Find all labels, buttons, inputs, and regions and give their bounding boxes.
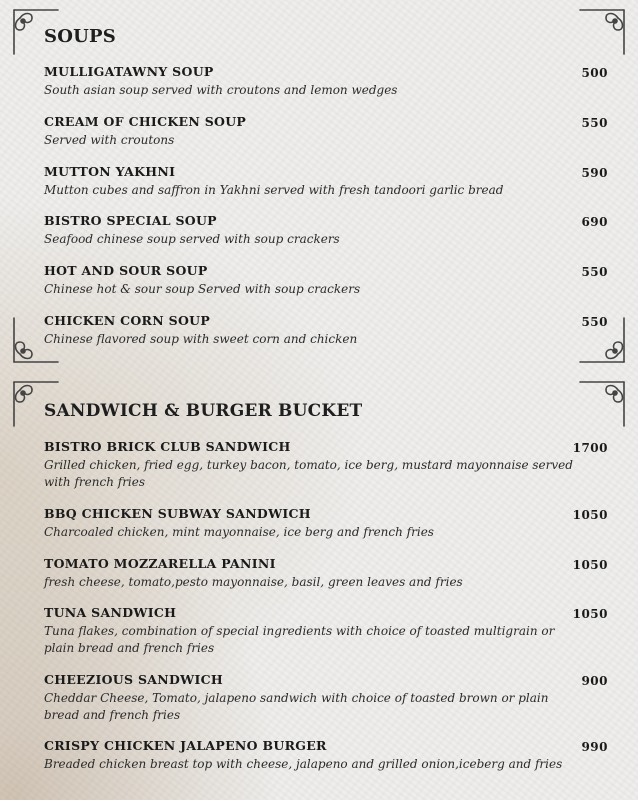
item-name: MUTTON YAKHNI xyxy=(44,164,176,179)
corner-ornament-icon xyxy=(574,4,630,60)
menu-item xyxy=(44,114,608,149)
item-price: 590 xyxy=(581,166,608,180)
item-name: CHICKEN CORN SOUP xyxy=(44,313,211,328)
item-price: 1050 xyxy=(572,558,608,572)
corner-ornament-icon xyxy=(574,376,630,432)
item-price: 990 xyxy=(581,740,608,754)
item-price: 1050 xyxy=(572,607,608,621)
item-price: 550 xyxy=(581,116,608,130)
item-name: CHEEZIOUS SANDWICH xyxy=(44,672,223,687)
section-title-soups: SOUPS xyxy=(44,26,116,47)
item-description: Chinese hot & sour soup Served with soup crackers xyxy=(44,282,361,296)
item-description: Mutton cubes and saffron in Yakhni served with fresh tandoori garlic bread xyxy=(44,183,504,197)
item-name: HOT AND SOUR SOUP xyxy=(44,263,208,278)
item-name: BBQ CHICKEN SUBWAY SANDWICH xyxy=(44,506,311,521)
item-description: fresh cheese, tomato,pesto mayonnaise, basil, green leaves and fries xyxy=(44,575,463,589)
menu-item xyxy=(44,439,608,491)
item-description: Charcoaled chicken, mint mayonnaise, ice berg and french fries xyxy=(44,525,434,539)
item-price: 900 xyxy=(581,674,608,688)
menu-item xyxy=(44,738,608,773)
item-name: TOMATO MOZZARELLA PANINI xyxy=(44,556,276,571)
menu-item xyxy=(44,164,608,199)
item-name: BISTRO BRICK CLUB SANDWICH xyxy=(44,439,291,454)
item-name: CRISPY CHICKEN JALAPENO BURGER xyxy=(44,738,327,753)
item-name: TUNA SANDWICH xyxy=(44,605,177,620)
item-name: CREAM OF CHICKEN SOUP xyxy=(44,114,247,129)
item-price: 550 xyxy=(581,265,608,279)
item-price: 1700 xyxy=(572,441,608,455)
item-name: MULLIGATAWNY SOUP xyxy=(44,64,214,79)
item-description: Served with croutons xyxy=(44,133,175,147)
menu-item xyxy=(44,556,608,591)
item-description: Breaded chicken breast top with cheese, jalapeno and grilled onion,iceberg and fries xyxy=(44,757,563,771)
section-title-sandwich: SANDWICH & BURGER BUCKET xyxy=(44,401,363,421)
menu-item xyxy=(44,605,608,657)
menu-item xyxy=(44,213,608,248)
item-description: Tuna flakes, combination of special ingredients with choice of toasted multigrain or plain bread and french fries xyxy=(44,624,555,655)
menu-item xyxy=(44,506,608,541)
item-description: South asian soup served with croutons and lemon wedges xyxy=(44,83,398,97)
item-description: Seafood chinese soup served with soup crackers xyxy=(44,232,340,246)
item-price: 550 xyxy=(581,315,608,329)
item-price: 500 xyxy=(581,66,608,80)
menu-item xyxy=(44,263,608,298)
item-description: Grilled chicken, fried egg, turkey bacon, tomato, ice berg, mustard mayonnaise served with french fries xyxy=(44,458,573,489)
item-description: Cheddar Cheese, Tomato, jalapeno sandwich with choice of toasted brown or plain bread and french fries xyxy=(44,691,549,722)
menu-item xyxy=(44,672,608,724)
menu-item xyxy=(44,313,608,348)
item-name: BISTRO SPECIAL SOUP xyxy=(44,213,217,228)
item-price: 1050 xyxy=(572,508,608,522)
menu-item xyxy=(44,64,608,99)
item-price: 690 xyxy=(581,215,608,229)
item-description: Chinese flavored soup with sweet corn and chicken xyxy=(44,332,358,346)
